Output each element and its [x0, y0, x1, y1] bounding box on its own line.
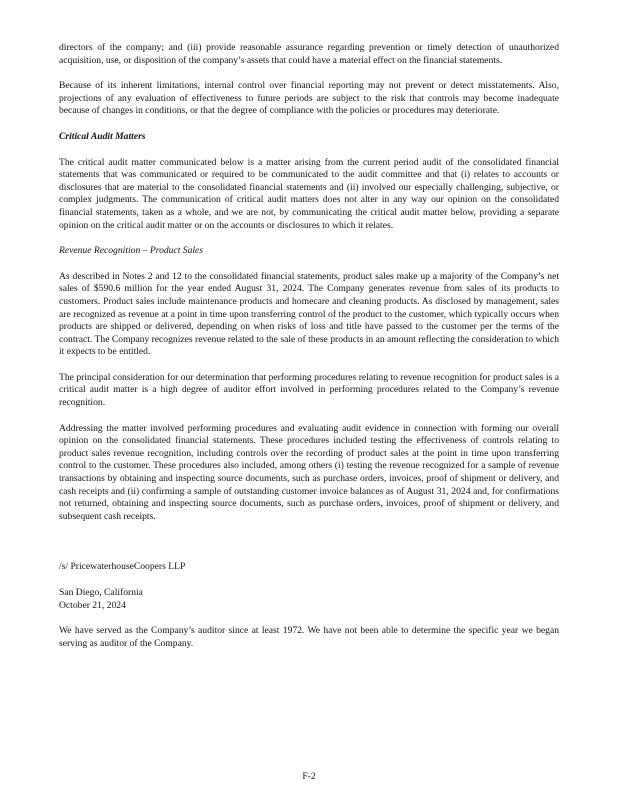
paragraph-internal-control-continued: directors of the company; and (iii) provide reasonable assurance regarding prevention or timely detection of unauthorized acquisition, use, or disposition of the company’s assets that could have a material effect on the financial statements.	[59, 42, 559, 66]
paragraph-audit-procedures: Addressing the matter involved performing procedures and evaluating audit evidence in connection with forming our overall opinion on the consolidated financial statements. These procedures included testing the effectiveness of controls relating to product sales revenue recognition, including controls over the recording of product sales at the point in time upon transferring control to the customer. These procedures also included, among others (i) testing the revenue recognized for a sample of revenue transactions by obtaining and inspecting source documents, such as purchase orders, invoices, proof of shipment or delivery, and cash receipts and (ii) confirming a sample of outstanding customer invoice balances as of August 31, 2024 and, for confirmations not returned, obtaining and inspecting source documents, such as purchase orders, invoices, proof of shipment or delivery, and subsequent cash receipts.	[59, 422, 559, 522]
paragraph-auditor-tenure: We have served as the Company’s auditor since at least 1972. We have not been able to determine the specific year we began serving as auditor of the Company.	[59, 625, 559, 649]
signature-location: San Diego, California	[59, 587, 143, 598]
paragraph-revenue-description: As described in Notes 2 and 12 to the consolidated financial statements, product sales make up a majority of the Company’s net sales of $590.6 million for the year ended August 31, 2024. The Company generates revenue from sales of its products to customers. Product sales include maintenance products and homecare and cleaning products. As disclosed by management, sales are recognized as revenue at a point in time upon transferring control of the product to the customer, which typically occurs when products are shipped or delivered, depending on when risks of loss and title have passed to the customer per the terms of the contract. The Company recognizes revenue related to the sale of these products in an amount reflecting the consideration to which it expects to be entitled.	[59, 270, 559, 358]
page-number: F-2	[302, 771, 316, 782]
paragraph-inherent-limitations: Because of its inherent limitations, internal control over financial reporting may not prevent or detect misstatements. Also, projections of any evaluation of effectiveness to future periods are subject to the risk that controls may become inadequate because of changes in conditions, or that the degree of compliance with the policies or procedures may deteriorate.	[59, 80, 559, 117]
paragraph-cam-intro: The critical audit matter communicated below is a matter arising from the current period audit of the consolidated financial statements that was communicated or required to be communicated to the audit committee and that (i) relates to accounts or disclosures that are material to the consolidated financial statements and (ii) involved our especially challenging, subjective, or complex judgments. The communication of critical audit matters does not alter in any way our opinion on the consolidated financial statements, taken as a whole, and we are not, by communicating the critical audit matter below, providing a separate opinion on the critical audit matter or on the accounts or disclosures to which it relates.	[59, 156, 559, 231]
section-heading-critical-audit-matters: Critical Audit Matters	[59, 130, 146, 142]
document-page	[59, 42, 559, 650]
signature-firm: /s/ PricewaterhouseCoopers LLP	[59, 561, 186, 573]
signature-date: October 21, 2024	[59, 599, 126, 611]
paragraph-principal-consideration: The principal consideration for our determination that performing procedures relating to revenue recognition for product sales is a critical audit matter is a high degree of auditor effort involved in performing procedures related to the Company’s revenue recognition.	[59, 371, 559, 409]
subheading-revenue-recognition: Revenue Recognition – Product Sales	[59, 245, 204, 257]
